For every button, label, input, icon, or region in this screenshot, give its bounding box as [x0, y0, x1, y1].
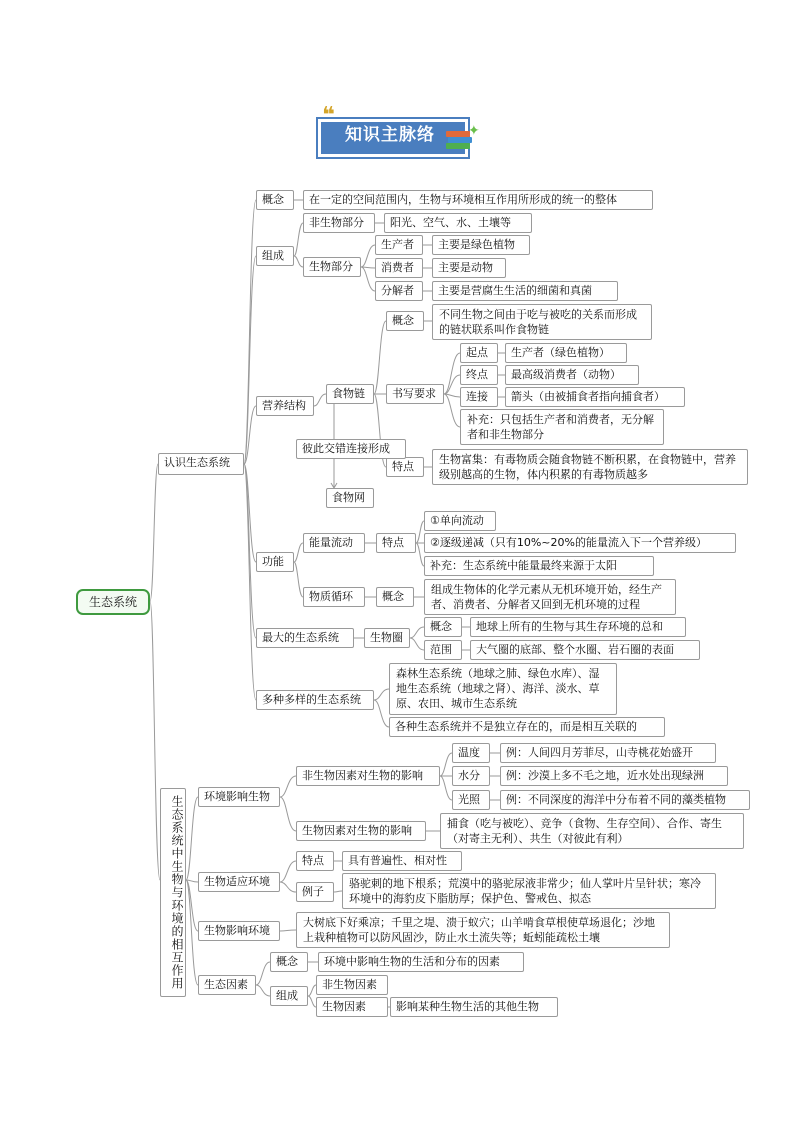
connector-n2-1a-to-n2-1a3: [440, 776, 452, 800]
node-root: 生态系统: [76, 589, 150, 615]
node-n1-3: 营养结构: [256, 396, 314, 416]
node-n2-3: 生物影响环境: [198, 921, 280, 941]
connector-n2-to-n2-4: [186, 880, 198, 985]
node-n1-6: 多种多样的生态系统: [256, 690, 374, 710]
node-n2-1: 环境影响生物: [198, 787, 280, 807]
node-n1-1d: 在一定的空间范围内，生物与环境相互作用所形成的统一的整体: [303, 190, 653, 210]
connector-n2-4-to-n2-4a: [256, 962, 270, 985]
leaf-icon: ✦: [468, 123, 480, 139]
node-n2-1a3d: 例：不同深度的海洋中分布着不同的藻类植物: [500, 790, 750, 810]
banner-title: 知识主脉络: [345, 125, 435, 145]
node-n2-1bd: 捕食（吃与被吃）、竞争（食物、生存空间）、合作、寄生（对寄主无利）、共生（对彼此有利）: [440, 813, 744, 849]
quote-mark-icon: ❝: [322, 103, 335, 128]
connector-n1-6-to-n1-6b: [374, 700, 389, 727]
node-n2-1a2: 水分: [452, 766, 490, 786]
node-n1-2b2: 消费者: [375, 258, 423, 278]
connector-root-to-n1: [150, 464, 158, 601]
node-n1-3a2a: 起点: [460, 343, 498, 363]
connector-n1-to-n1-6: [244, 464, 256, 700]
connector-n1-4-to-n1-4a: [294, 543, 303, 562]
node-n1-5a2: 范围: [424, 640, 462, 660]
node-n1-1: 概念: [256, 190, 294, 210]
node-n2-2a: 特点: [296, 851, 334, 871]
node-n1-2b: 生物部分: [303, 257, 361, 277]
node-n1-3a1: 概念: [386, 311, 424, 331]
node-n2-2b: 例子: [296, 882, 334, 902]
connector-n2-2-to-n2-2b: [280, 882, 296, 892]
connector-n1-6-to-n1-6a: [374, 689, 389, 700]
node-n1-3b: 食物网: [326, 488, 374, 508]
node-n2: 生态系统中生物与环境的相互作用: [160, 788, 186, 997]
connector-n2-1-to-n2-1b: [280, 797, 296, 831]
node-n1-3a2bd: 最高级消费者（动物）: [505, 365, 639, 385]
connector-n1-5a-to-n1-5a1: [410, 627, 424, 638]
node-n2-2bd: 骆驼刺的地下根系；荒漠中的骆驼尿液非常少；仙人掌叶片呈针状；寒冷环境中的海豹皮下脂肪厚；保护色、警戒色、拟态: [342, 873, 716, 909]
node-n1-3a2ad: 生产者（绿色植物）: [505, 343, 627, 363]
node-n2-1a: 非生物因素对生物的影响: [296, 766, 440, 786]
node-n1-3a: 食物链: [326, 384, 374, 404]
node-n1-2: 组成: [256, 246, 294, 266]
node-n2-4a: 概念: [270, 952, 308, 972]
connector-n1-3a2-to-n1-3a2a: [444, 353, 460, 394]
node-n1-2b1: 生产者: [375, 235, 423, 255]
node-n1-5a1d: 地球上所有的生物与其生存环境的总和: [470, 617, 686, 637]
node-n1-2a: 非生物部分: [303, 213, 375, 233]
node-n1-5: 最大的生态系统: [256, 628, 354, 648]
node-n2-1a3: 光照: [452, 790, 490, 810]
node-n1-5a: 生物圈: [364, 628, 410, 648]
node-n1-2ad: 阳光、空气、水、土壤等: [384, 213, 532, 233]
node-n2-4b1: 非生物因素: [316, 975, 388, 995]
node-n2-2: 生物适应环境: [198, 872, 280, 892]
connector-n2-4b-to-n2-4b2: [308, 996, 316, 1007]
node-n1-3a1d: 不同生物之间由于吃与被吃的关系而形成的链状联系叫作食物链: [432, 304, 652, 340]
connector-n1-2b-to-n1-2b1: [361, 245, 375, 267]
node-n1-3a2b: 终点: [460, 365, 498, 385]
node-n1: 认识生态系统: [158, 453, 244, 475]
connector-n1-5a-to-n1-5a2: [410, 638, 424, 650]
connector-n2-1-to-n2-1a: [280, 776, 296, 797]
connector-n1-2b-to-n1-2b3: [361, 267, 375, 291]
node-n1-3a3d: 生物富集：有毒物质会随食物链不断积累，在食物链中，营养级别越高的生物，体内积累的有毒物质越多: [432, 449, 748, 485]
node-n2-4b: 组成: [270, 986, 308, 1006]
node-n1-4b1d: 组成生物体的化学元素从无机环境开始，经生产者、消费者、分解者又回到无机环境的过程: [424, 579, 676, 615]
connector-n1-2-to-n1-2b: [294, 256, 303, 267]
connector-n2-2-to-n2-2a: [280, 861, 296, 882]
node-n1-4a2: 补充：生态系统中能量最终来源于太阳: [424, 556, 654, 576]
node-n1-3a2c: 连接: [460, 387, 498, 407]
node-n1-6b: 各种生态系统并不是独立存在的，而是相互关联的: [389, 717, 665, 737]
node-n1-3a3: 特点: [386, 457, 424, 477]
node-n1-4a: 能量流动: [303, 533, 365, 553]
connector-n1-4a1-to-n1-4a2: [416, 543, 424, 566]
node-n2-1b: 生物因素对生物的影响: [296, 821, 426, 841]
node-n1-2b3d: 主要是营腐生生活的细菌和真菌: [432, 281, 618, 301]
connector-n2-4-to-n2-4b: [256, 985, 270, 996]
connector-n1-4a1-to-n1-4a1a: [416, 521, 424, 543]
node-n2-2ad: 具有普遍性、相对性: [342, 851, 462, 871]
node-n1-3a2cd: 箭头（由被捕食者指向捕食者）: [505, 387, 685, 407]
connector-n1-4-to-n1-4b: [294, 562, 303, 597]
node-n1-3link: 彼此交错连接形成: [296, 439, 406, 459]
connector-n2-to-n2-1: [186, 797, 198, 880]
connector-n2-4b-to-n2-4b1: [308, 985, 316, 996]
connector-n1-3a-to-n1-3a1: [374, 321, 386, 394]
node-n1-3a2e: 补充：只包括生产者和消费者，无分解者和非生物部分: [460, 409, 664, 445]
node-n2-1a2d: 例：沙漠上多不毛之地，近水处出现绿洲: [500, 766, 728, 786]
node-n1-4: 功能: [256, 552, 294, 572]
node-n2-4ad: 环境中影响生物的生活和分布的因素: [318, 952, 524, 972]
node-n1-2b2d: 主要是动物: [432, 258, 506, 278]
node-n1-4a1: 特点: [376, 533, 416, 553]
node-n2-1a1: 温度: [452, 743, 490, 763]
connector-n1-2-to-n1-2a: [294, 223, 303, 256]
node-n1-4b1: 概念: [376, 587, 414, 607]
node-n1-5a2d: 大气圈的底部、整个水圈、岩石圈的表面: [470, 640, 700, 660]
node-n1-2b1d: 主要是绿色植物: [432, 235, 530, 255]
node-n1-3a2: 书写要求: [386, 384, 444, 404]
connector-root-to-n2: [150, 601, 160, 880]
node-n1-6a: 森林生态系统（地球之肺、绿色水库）、湿地生态系统（地球之肾）、海洋、淡水、草原、农田、城市生态系统: [389, 663, 617, 715]
node-n2-4b2: 生物因素: [316, 997, 388, 1017]
node-n2-1a1d: 例：人间四月芳菲尽，山寺桃花始盛开: [500, 743, 716, 763]
node-n1-4a1a: ①单向流动: [424, 511, 496, 531]
node-n1-4a1b: ②逐级递减（只有10%~20%的能量流入下一个营养级）: [424, 533, 736, 553]
connector-n1-3-to-n1-3a: [314, 394, 326, 406]
node-n2-3d: 大树底下好乘凉；千里之堤、溃于蚁穴；山羊啃食草根使草场退化；沙地上栽种植物可以防风固沙，防止水土流失等；蚯蚓能疏松土壤: [296, 912, 670, 948]
node-n1-5a1: 概念: [424, 617, 462, 637]
node-n1-4b: 物质循环: [303, 587, 365, 607]
connector-n1-3a2-to-n1-3a2e: [444, 394, 460, 427]
node-n1-2b3: 分解者: [375, 281, 423, 301]
connector-n2-1a-to-n2-1a1: [440, 753, 452, 776]
connector-n2-2b-to-n2-2bd: [334, 891, 342, 892]
connector-n2-3-to-n2-3d: [280, 930, 296, 931]
node-n2-4b2d: 影响某种生物生活的其他生物: [390, 997, 558, 1017]
node-n2-4: 生态因素: [198, 975, 256, 995]
